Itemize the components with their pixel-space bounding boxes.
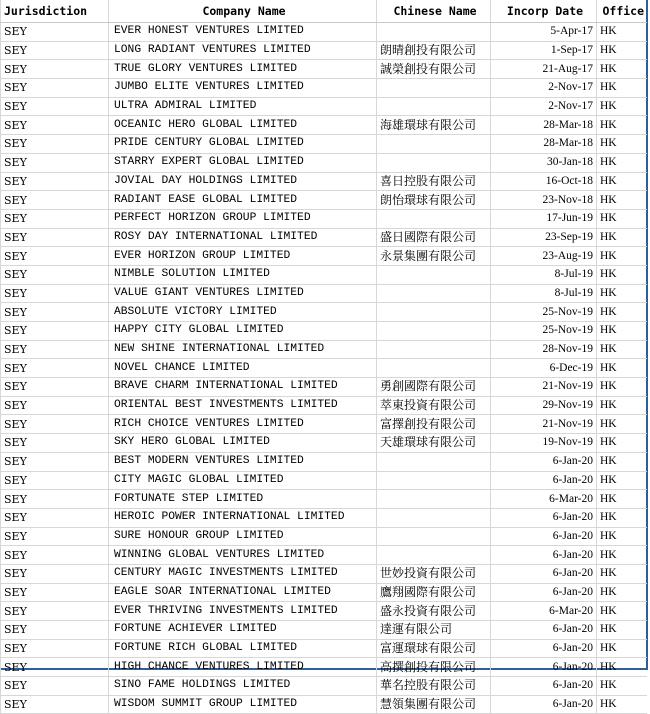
table-row[interactable] (1, 677, 647, 696)
cell-chinese-name[interactable] (377, 527, 491, 546)
cell-office[interactable]: HK (597, 490, 647, 509)
cell-jurisdiction[interactable]: SEY (1, 583, 109, 602)
cell-chinese-name[interactable] (377, 97, 491, 116)
cell-incorp-date[interactable]: 30-Jan-18 (491, 153, 597, 172)
cell-jurisdiction[interactable]: SEY (1, 564, 109, 583)
cell-company-name[interactable]: WISDOM SUMMIT GROUP LIMITED (109, 695, 377, 714)
table-row[interactable] (1, 508, 647, 527)
cell-incorp-date[interactable]: 17-Jun-19 (491, 209, 597, 228)
cell-chinese-name[interactable]: 鷹翔國際有限公司 (377, 583, 491, 602)
table-row[interactable] (1, 340, 647, 359)
cell-office[interactable]: HK (597, 79, 647, 98)
table-body (1, 23, 647, 714)
table-row[interactable] (1, 116, 647, 135)
cell-incorp-date[interactable]: 21-Nov-19 (491, 415, 597, 434)
cell-incorp-date[interactable]: 6-Jan-20 (491, 695, 597, 714)
cell-office[interactable]: HK (597, 434, 647, 453)
cell-office[interactable]: HK (597, 564, 647, 583)
cell-jurisdiction[interactable]: SEY (1, 135, 109, 154)
cell-chinese-name[interactable] (377, 265, 491, 284)
header-row (1, 0, 647, 23)
cell-office[interactable]: HK (597, 23, 647, 42)
cell-jurisdiction[interactable]: SEY (1, 41, 109, 60)
cell-jurisdiction[interactable]: SEY (1, 191, 109, 210)
cell-chinese-name[interactable]: 華名控股有限公司 (377, 677, 491, 696)
cell-office[interactable]: HK (597, 247, 647, 266)
cell-chinese-name[interactable] (377, 322, 491, 341)
cell-jurisdiction[interactable]: SEY (1, 396, 109, 415)
cell-chinese-name[interactable]: 朗晴創投有限公司 (377, 41, 491, 60)
cell-office[interactable]: HK (597, 639, 647, 658)
cell-company-name[interactable]: FORTUNE RICH GLOBAL LIMITED (109, 639, 377, 658)
cell-jurisdiction[interactable]: SEY (1, 340, 109, 359)
cell-chinese-name[interactable] (377, 490, 491, 509)
cell-jurisdiction[interactable]: SEY (1, 658, 109, 677)
cell-incorp-date[interactable]: 6-Jan-20 (491, 658, 597, 677)
cell-jurisdiction[interactable]: SEY (1, 639, 109, 658)
table-row[interactable] (1, 490, 647, 509)
cell-incorp-date[interactable]: 19-Nov-19 (491, 434, 597, 453)
cell-chinese-name[interactable]: 盛永投資有限公司 (377, 602, 491, 621)
cell-incorp-date[interactable]: 21-Aug-17 (491, 60, 597, 79)
cell-company-name[interactable]: STARRY EXPERT GLOBAL LIMITED (109, 153, 377, 172)
table-row[interactable] (1, 247, 647, 266)
cell-company-name[interactable]: VALUE GIANT VENTURES LIMITED (109, 284, 377, 303)
cell-office[interactable]: HK (597, 153, 647, 172)
cell-incorp-date[interactable]: 8-Jul-19 (491, 284, 597, 303)
cell-jurisdiction[interactable]: SEY (1, 284, 109, 303)
cell-office[interactable]: HK (597, 60, 647, 79)
cell-jurisdiction[interactable]: SEY (1, 265, 109, 284)
cell-jurisdiction[interactable]: SEY (1, 695, 109, 714)
table-row[interactable] (1, 452, 647, 471)
cell-jurisdiction[interactable]: SEY (1, 153, 109, 172)
cell-chinese-name[interactable] (377, 471, 491, 490)
cell-chinese-name[interactable]: 勇創國際有限公司 (377, 378, 491, 397)
cell-office[interactable]: HK (597, 135, 647, 154)
cell-company-name[interactable]: RICH CHOICE VENTURES LIMITED (109, 415, 377, 434)
cell-chinese-name[interactable] (377, 303, 491, 322)
cell-chinese-name[interactable]: 高撰創投有限公司 (377, 658, 491, 677)
table-row[interactable] (1, 471, 647, 490)
cell-office[interactable]: HK (597, 303, 647, 322)
cell-incorp-date[interactable]: 6-Jan-20 (491, 546, 597, 565)
cell-office[interactable]: HK (597, 508, 647, 527)
cell-incorp-date[interactable]: 28-Mar-18 (491, 116, 597, 135)
cell-chinese-name[interactable] (377, 153, 491, 172)
cell-chinese-name[interactable]: 朗怡環球有限公司 (377, 191, 491, 210)
cell-company-name[interactable]: JUMBO ELITE VENTURES LIMITED (109, 79, 377, 98)
table-row[interactable] (1, 60, 647, 79)
cell-jurisdiction[interactable]: SEY (1, 434, 109, 453)
cell-office[interactable]: HK (597, 41, 647, 60)
cell-jurisdiction[interactable]: SEY (1, 209, 109, 228)
cell-office[interactable]: HK (597, 602, 647, 621)
cell-jurisdiction[interactable]: SEY (1, 621, 109, 640)
cell-company-name[interactable]: SKY HERO GLOBAL LIMITED (109, 434, 377, 453)
cell-jurisdiction[interactable]: SEY (1, 378, 109, 397)
table-row[interactable] (1, 191, 647, 210)
cell-jurisdiction[interactable]: SEY (1, 677, 109, 696)
cell-company-name[interactable]: PRIDE CENTURY GLOBAL LIMITED (109, 135, 377, 154)
cell-office[interactable]: HK (597, 359, 647, 378)
cell-jurisdiction[interactable]: SEY (1, 228, 109, 247)
cell-office[interactable]: HK (597, 265, 647, 284)
cell-office[interactable]: HK (597, 116, 647, 135)
cell-incorp-date[interactable]: 29-Nov-19 (491, 396, 597, 415)
cell-company-name[interactable]: EVER HORIZON GROUP LIMITED (109, 247, 377, 266)
cell-company-name[interactable]: ABSOLUTE VICTORY LIMITED (109, 303, 377, 322)
cell-company-name[interactable]: FORTUNATE STEP LIMITED (109, 490, 377, 509)
cell-jurisdiction[interactable]: SEY (1, 303, 109, 322)
cell-incorp-date[interactable]: 21-Nov-19 (491, 378, 597, 397)
cell-chinese-name[interactable]: 慧領集團有限公司 (377, 695, 491, 714)
cell-chinese-name[interactable]: 天雄環球有限公司 (377, 434, 491, 453)
cell-office[interactable]: HK (597, 228, 647, 247)
cell-chinese-name[interactable]: 世妙投資有限公司 (377, 564, 491, 583)
cell-jurisdiction[interactable]: SEY (1, 116, 109, 135)
cell-incorp-date[interactable]: 23-Aug-19 (491, 247, 597, 266)
table-row[interactable] (1, 396, 647, 415)
cell-jurisdiction[interactable]: SEY (1, 60, 109, 79)
cell-chinese-name[interactable]: 海雄環球有限公司 (377, 116, 491, 135)
cell-jurisdiction[interactable]: SEY (1, 79, 109, 98)
cell-chinese-name[interactable] (377, 340, 491, 359)
cell-incorp-date[interactable]: 2-Nov-17 (491, 97, 597, 116)
table-row[interactable] (1, 583, 647, 602)
header-jurisdiction[interactable]: Jurisdiction (1, 0, 109, 23)
cell-company-name[interactable]: NIMBLE SOLUTION LIMITED (109, 265, 377, 284)
table-row[interactable] (1, 41, 647, 60)
table-row[interactable] (1, 359, 647, 378)
cell-incorp-date[interactable]: 28-Nov-19 (491, 340, 597, 359)
cell-jurisdiction[interactable]: SEY (1, 546, 109, 565)
cell-office[interactable]: HK (597, 209, 647, 228)
cell-company-name[interactable]: NEW SHINE INTERNATIONAL LIMITED (109, 340, 377, 359)
cell-chinese-name[interactable] (377, 79, 491, 98)
table-row[interactable] (1, 434, 647, 453)
table-row[interactable] (1, 527, 647, 546)
table-row[interactable] (1, 172, 647, 191)
cell-incorp-date[interactable]: 25-Nov-19 (491, 303, 597, 322)
cell-company-name[interactable]: SINO FAME HOLDINGS LIMITED (109, 677, 377, 696)
cell-jurisdiction[interactable]: SEY (1, 247, 109, 266)
cell-company-name[interactable]: SURE HONOUR GROUP LIMITED (109, 527, 377, 546)
cell-company-name[interactable]: EVER HONEST VENTURES LIMITED (109, 23, 377, 42)
cell-company-name[interactable]: HIGH CHANCE VENTURES LIMITED (109, 658, 377, 677)
header-company-name[interactable]: Company Name (109, 0, 377, 23)
cell-incorp-date[interactable]: 6-Mar-20 (491, 490, 597, 509)
cell-incorp-date[interactable]: 6-Jan-20 (491, 583, 597, 602)
cell-office[interactable]: HK (597, 658, 647, 677)
cell-jurisdiction[interactable]: SEY (1, 23, 109, 42)
table-row[interactable] (1, 303, 647, 322)
table-row[interactable] (1, 97, 647, 116)
table-row[interactable] (1, 135, 647, 154)
cell-company-name[interactable]: BRAVE CHARM INTERNATIONAL LIMITED (109, 378, 377, 397)
table-row[interactable] (1, 228, 647, 247)
cell-jurisdiction[interactable]: SEY (1, 415, 109, 434)
cell-company-name[interactable]: ULTRA ADMIRAL LIMITED (109, 97, 377, 116)
cell-chinese-name[interactable] (377, 135, 491, 154)
cell-chinese-name[interactable] (377, 508, 491, 527)
cell-chinese-name[interactable] (377, 546, 491, 565)
header-chinese-name[interactable]: Chinese Name (377, 0, 491, 23)
table-row[interactable] (1, 378, 647, 397)
cell-jurisdiction[interactable]: SEY (1, 490, 109, 509)
cell-chinese-name[interactable]: 喜日控股有限公司 (377, 172, 491, 191)
table-row[interactable] (1, 23, 647, 42)
table-row[interactable] (1, 153, 647, 172)
cell-incorp-date[interactable]: 16-Oct-18 (491, 172, 597, 191)
cell-jurisdiction[interactable]: SEY (1, 527, 109, 546)
cell-incorp-date[interactable]: 6-Jan-20 (491, 677, 597, 696)
cell-company-name[interactable]: CITY MAGIC GLOBAL LIMITED (109, 471, 377, 490)
cell-office[interactable]: HK (597, 471, 647, 490)
cell-chinese-name[interactable]: 富擇創投有限公司 (377, 415, 491, 434)
cell-chinese-name[interactable] (377, 452, 491, 471)
cell-chinese-name[interactable]: 永景集團有限公司 (377, 247, 491, 266)
cell-chinese-name[interactable]: 盛日國際有限公司 (377, 228, 491, 247)
cell-incorp-date[interactable]: 6-Jan-20 (491, 621, 597, 640)
cell-office[interactable]: HK (597, 322, 647, 341)
cell-office[interactable]: HK (597, 527, 647, 546)
cell-incorp-date[interactable]: 6-Jan-20 (491, 508, 597, 527)
cell-office[interactable]: HK (597, 191, 647, 210)
cell-incorp-date[interactable]: 6-Mar-20 (491, 602, 597, 621)
cell-chinese-name[interactable]: 萃東投資有限公司 (377, 396, 491, 415)
table-row[interactable] (1, 415, 647, 434)
cell-jurisdiction[interactable]: SEY (1, 359, 109, 378)
cell-jurisdiction[interactable]: SEY (1, 172, 109, 191)
table-row[interactable] (1, 322, 647, 341)
cell-office[interactable]: HK (597, 621, 647, 640)
cell-incorp-date[interactable]: 28-Mar-18 (491, 135, 597, 154)
cell-office[interactable]: HK (597, 340, 647, 359)
cell-company-name[interactable]: LONG RADIANT VENTURES LIMITED (109, 41, 377, 60)
cell-chinese-name[interactable] (377, 359, 491, 378)
cell-company-name[interactable]: NOVEL CHANCE LIMITED (109, 359, 377, 378)
cell-incorp-date[interactable]: 8-Jul-19 (491, 265, 597, 284)
cell-office[interactable]: HK (597, 172, 647, 191)
cell-incorp-date[interactable]: 25-Nov-19 (491, 322, 597, 341)
cell-company-name[interactable]: ROSY DAY INTERNATIONAL LIMITED (109, 228, 377, 247)
cell-incorp-date[interactable]: 1-Sep-17 (491, 41, 597, 60)
cell-incorp-date[interactable]: 6-Jan-20 (491, 471, 597, 490)
cell-company-name[interactable]: JOVIAL DAY HOLDINGS LIMITED (109, 172, 377, 191)
cell-office[interactable]: HK (597, 452, 647, 471)
cell-company-name[interactable]: PERFECT HORIZON GROUP LIMITED (109, 209, 377, 228)
cell-company-name[interactable]: EVER THRIVING INVESTMENTS LIMITED (109, 602, 377, 621)
cell-company-name[interactable]: CENTURY MAGIC INVESTMENTS LIMITED (109, 564, 377, 583)
cell-company-name[interactable]: HEROIC POWER INTERNATIONAL LIMITED (109, 508, 377, 527)
table-row[interactable] (1, 209, 647, 228)
cell-jurisdiction[interactable]: SEY (1, 452, 109, 471)
table-row[interactable] (1, 602, 647, 621)
cell-office[interactable]: HK (597, 546, 647, 565)
cell-incorp-date[interactable]: 23-Nov-18 (491, 191, 597, 210)
table-row[interactable] (1, 695, 647, 714)
table-row[interactable] (1, 79, 647, 98)
table-row[interactable] (1, 639, 647, 658)
table-row[interactable] (1, 284, 647, 303)
cell-company-name[interactable]: OCEANIC HERO GLOBAL LIMITED (109, 116, 377, 135)
cell-company-name[interactable]: BEST MODERN VENTURES LIMITED (109, 452, 377, 471)
cell-incorp-date[interactable]: 2-Nov-17 (491, 79, 597, 98)
cell-company-name[interactable]: RADIANT EASE GLOBAL LIMITED (109, 191, 377, 210)
cell-chinese-name[interactable]: 富運環球有限公司 (377, 639, 491, 658)
cell-chinese-name[interactable]: 誠榮創投有限公司 (377, 60, 491, 79)
cell-company-name[interactable]: WINNING GLOBAL VENTURES LIMITED (109, 546, 377, 565)
cell-incorp-date[interactable]: 5-Apr-17 (491, 23, 597, 42)
cell-company-name[interactable]: FORTUNE ACHIEVER LIMITED (109, 621, 377, 640)
cell-company-name[interactable]: TRUE GLORY VENTURES LIMITED (109, 60, 377, 79)
table-row[interactable] (1, 564, 647, 583)
cell-office[interactable]: HK (597, 677, 647, 696)
header-office[interactable]: Office (597, 0, 647, 23)
table-row[interactable] (1, 265, 647, 284)
table-row[interactable] (1, 546, 647, 565)
cell-jurisdiction[interactable]: SEY (1, 508, 109, 527)
cell-incorp-date[interactable]: 23-Sep-19 (491, 228, 597, 247)
cell-office[interactable]: HK (597, 695, 647, 714)
cell-office[interactable]: HK (597, 415, 647, 434)
cell-jurisdiction[interactable]: SEY (1, 97, 109, 116)
cell-jurisdiction[interactable]: SEY (1, 322, 109, 341)
cell-jurisdiction[interactable]: SEY (1, 471, 109, 490)
cell-company-name[interactable]: HAPPY CITY GLOBAL LIMITED (109, 322, 377, 341)
header-incorp-date[interactable]: Incorp Date (491, 0, 597, 23)
cell-office[interactable]: HK (597, 284, 647, 303)
cell-chinese-name[interactable] (377, 23, 491, 42)
cell-office[interactable]: HK (597, 378, 647, 397)
cell-incorp-date[interactable]: 6-Jan-20 (491, 527, 597, 546)
cell-office[interactable]: HK (597, 583, 647, 602)
cell-incorp-date[interactable]: 6-Dec-19 (491, 359, 597, 378)
cell-incorp-date[interactable]: 6-Jan-20 (491, 564, 597, 583)
cell-chinese-name[interactable] (377, 284, 491, 303)
cell-chinese-name[interactable]: 達運有限公司 (377, 621, 491, 640)
cell-company-name[interactable]: ORIENTAL BEST INVESTMENTS LIMITED (109, 396, 377, 415)
cell-chinese-name[interactable] (377, 209, 491, 228)
cell-incorp-date[interactable]: 6-Jan-20 (491, 452, 597, 471)
cell-jurisdiction[interactable]: SEY (1, 602, 109, 621)
cell-office[interactable]: HK (597, 396, 647, 415)
cell-incorp-date[interactable]: 6-Jan-20 (491, 639, 597, 658)
table-row[interactable] (1, 621, 647, 640)
cell-office[interactable]: HK (597, 97, 647, 116)
cell-company-name[interactable]: EAGLE SOAR INTERNATIONAL LIMITED (109, 583, 377, 602)
